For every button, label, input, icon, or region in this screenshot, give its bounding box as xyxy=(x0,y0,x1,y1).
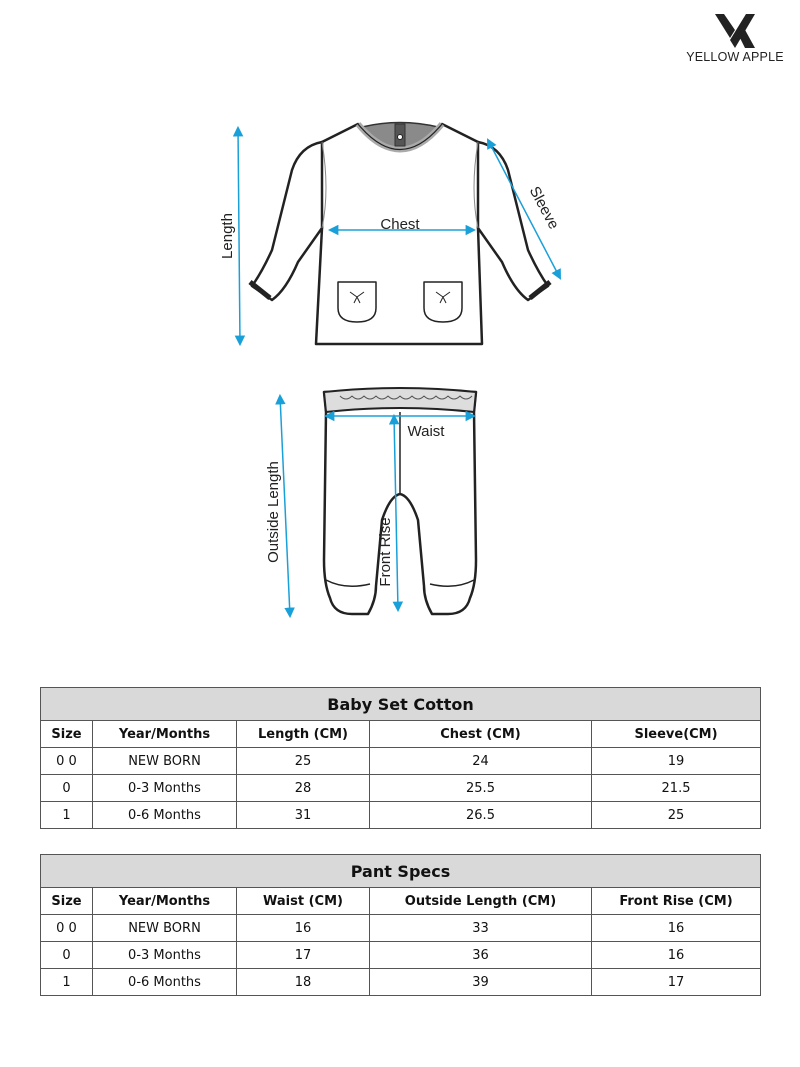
chest-label: Chest xyxy=(380,216,420,233)
header-year-months: Year/Months xyxy=(93,721,237,748)
cell-age: 0-3 Months xyxy=(93,942,237,969)
header-waist: Waist (CM) xyxy=(237,888,370,915)
cell-outside-length: 36 xyxy=(370,942,592,969)
cell-size: 0 xyxy=(41,942,93,969)
waist-label: Waist xyxy=(407,423,445,440)
cell-size: 0 0 xyxy=(41,915,93,942)
cell-sleeve: 21.5 xyxy=(592,775,761,802)
cell-size: 1 xyxy=(41,969,93,996)
pants-drawing xyxy=(324,388,476,614)
table-row xyxy=(41,915,761,942)
cell-waist: 18 xyxy=(237,969,370,996)
cell-waist: 17 xyxy=(237,942,370,969)
length-label: Length xyxy=(219,213,236,259)
header-chest: Chest (CM) xyxy=(370,721,592,748)
header-outside-length: Outside Length (CM) xyxy=(370,888,592,915)
cell-age: 0-6 Months xyxy=(93,969,237,996)
cell-waist: 16 xyxy=(237,915,370,942)
cell-length: 28 xyxy=(237,775,370,802)
cell-sleeve: 25 xyxy=(592,802,761,829)
cell-size: 0 0 xyxy=(41,748,93,775)
top-table-title: Baby Set Cotton xyxy=(41,688,761,721)
cell-chest: 24 xyxy=(370,748,592,775)
front-rise-label: Front Rise xyxy=(377,517,394,587)
cell-age: NEW BORN xyxy=(93,748,237,775)
cell-chest: 25.5 xyxy=(370,775,592,802)
sleeve-label: Sleeve xyxy=(525,183,563,233)
cell-outside-length: 33 xyxy=(370,915,592,942)
cell-size: 0 xyxy=(41,775,93,802)
cell-front-rise: 16 xyxy=(592,942,761,969)
header-length: Length (CM) xyxy=(237,721,370,748)
header-sleeve: Sleeve(CM) xyxy=(592,721,761,748)
brand-name: YELLOW APPLE xyxy=(686,50,784,64)
header-size: Size xyxy=(41,721,93,748)
header-front-rise: Front Rise (CM) xyxy=(592,888,761,915)
table-row xyxy=(41,942,761,969)
cell-size: 1 xyxy=(41,802,93,829)
table-header-row xyxy=(41,721,761,748)
pant-size-table xyxy=(40,854,761,996)
cell-front-rise: 17 xyxy=(592,969,761,996)
length-arrow xyxy=(238,128,240,344)
cell-age: 0-3 Months xyxy=(93,775,237,802)
table-row xyxy=(41,775,761,802)
cell-chest: 26.5 xyxy=(370,802,592,829)
header-year-months: Year/Months xyxy=(93,888,237,915)
cell-length: 31 xyxy=(237,802,370,829)
table-row xyxy=(41,802,761,829)
cell-length: 25 xyxy=(237,748,370,775)
cell-age: 0-6 Months xyxy=(93,802,237,829)
table-header-row xyxy=(41,888,761,915)
pant-table-title: Pant Specs xyxy=(41,855,761,888)
header-size: Size xyxy=(41,888,93,915)
cell-age: NEW BORN xyxy=(93,915,237,942)
top-size-table xyxy=(40,687,761,829)
shirt-drawing xyxy=(250,123,550,345)
table-row xyxy=(41,748,761,775)
cell-sleeve: 19 xyxy=(592,748,761,775)
cell-outside-length: 39 xyxy=(370,969,592,996)
outside-length-label: Outside Length xyxy=(265,461,282,563)
cell-front-rise: 16 xyxy=(592,915,761,942)
table-row xyxy=(41,969,761,996)
